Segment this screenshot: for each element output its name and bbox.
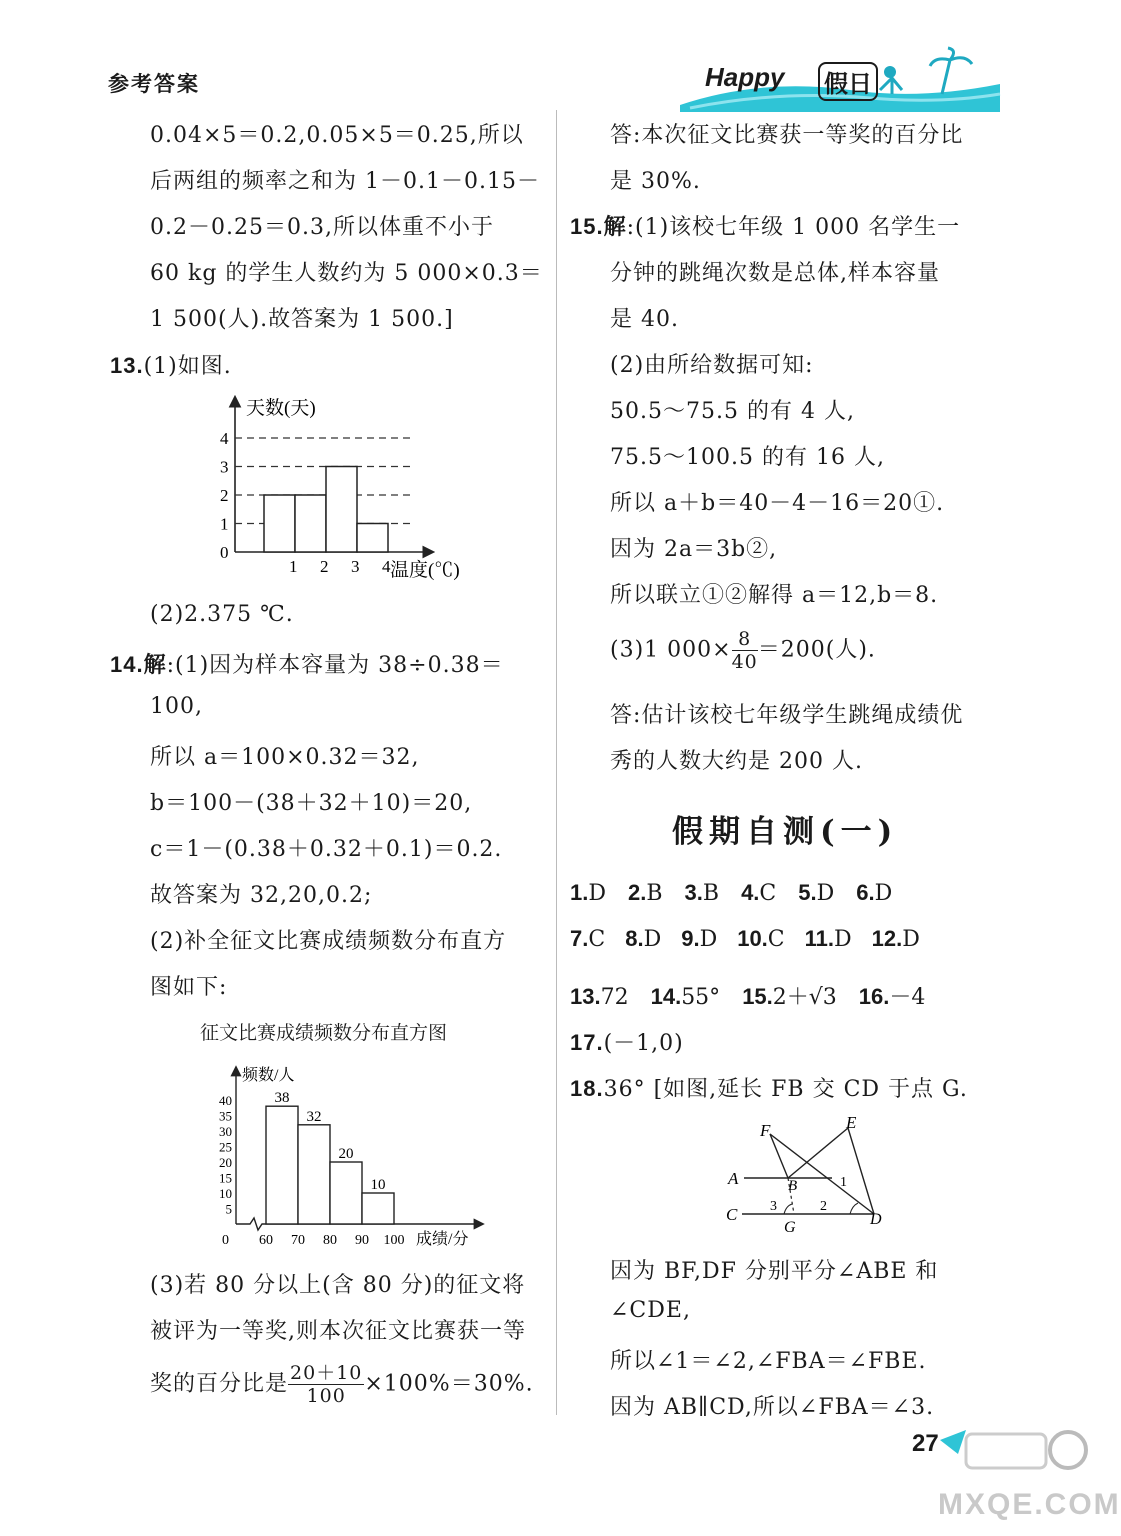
question-number: 14. [650,984,682,1009]
answer-item [628,881,663,906]
y-tick-label: 25 [219,1139,232,1155]
question-number: 3. [684,880,703,905]
watermark-text: MXQE.COM [938,1488,1121,1521]
text-line: 因为 AB∥CD,所以∠FBA＝∠3. [610,1395,935,1420]
text-line: (3)若 80 分以上(含 80 分)的征文将 [150,1273,526,1298]
point-label: A [728,1169,739,1188]
answer-item [685,881,720,906]
histogram-svg [210,1062,500,1252]
answer-value: C [759,881,777,906]
q14-line: :(1)因为样本容量为 38÷0.38＝ [166,653,504,678]
x-axis-label: 成绩/分 [416,1231,469,1248]
histogram-bar [266,1106,298,1224]
text-fragment: ＝200(人). [757,637,876,663]
text-line: (2)补全征文比赛成绩频数分布直方 [150,929,507,954]
y-tick-label: 0 [220,543,229,562]
answer-item [741,881,776,906]
q18 [570,1072,968,1103]
histogram-bar [362,1193,394,1224]
answer-value: D [588,881,606,906]
fraction [288,1362,364,1407]
y-axis-label: 天数(天) [246,398,316,419]
brand-text: Happy [705,62,785,92]
answer-item [805,927,852,952]
q17-answer: (－1,0) [603,1031,684,1056]
question-number: 13. [570,984,601,1009]
question-number: 18. [570,1076,604,1101]
temperature-chart-svg [210,392,480,588]
q15 [570,210,960,241]
y-axis-label: 频数/人 [242,1067,295,1084]
bar [326,467,357,553]
text-line: 1 500(人).故答案为 1 500.] [150,307,454,332]
text-fragment: 奖的百分比是 [150,1371,289,1397]
bar [264,495,295,552]
answer-value: D [816,881,835,906]
answer-value: B [646,881,663,906]
geometry-figure [722,1114,892,1242]
column-divider [556,110,557,1415]
question-number: 6. [856,880,875,905]
y-tick-label: 3 [220,457,229,477]
text-line: (2)由所给数据可知: [610,353,814,378]
text-line: b＝100－(38＋32＋10)＝20, [150,791,473,816]
answer-value: 2＋√3 [772,985,837,1010]
y-tick-label: 40 [219,1093,232,1108]
angle-2-arc [850,1203,858,1214]
answer-value: 55° [681,985,721,1010]
text-line: 0.2－0.25＝0.3,所以体重不小于 [150,215,494,240]
answer-value: D [834,927,852,952]
y-tick-label: 30 [219,1124,232,1139]
x-tick-label: 80 [323,1233,337,1248]
question-number: 5. [798,880,817,905]
solution-label: 解 [143,652,167,678]
x-tick-label: 4 [382,557,391,576]
text-line: 因为 2a＝3b②, [610,537,778,562]
text-line: 图如下: [150,975,228,1000]
question-number: 14. [110,652,144,677]
x-tick-label: 2 [320,557,329,576]
y-tick-label: 0 [222,1233,229,1248]
answer-item [570,985,629,1010]
histogram-bar [330,1162,362,1224]
header-label: 参考答案 [108,71,200,96]
x-tick-label: 1 [289,557,298,576]
answer-value: B [702,881,720,906]
answer-item [737,927,784,952]
bar-value-label: 32 [306,1108,322,1125]
question-number: 16. [858,984,890,1009]
text-line: 所以 a＋b＝40－4－16＝20①. [610,491,945,516]
question-number: 17. [570,1030,604,1055]
question-number: 9. [681,926,700,951]
text-line: 所以 a＝100×0.32＝32, [150,745,420,770]
text-line: 被评为一等奖,则本次征文比赛获一等 [150,1319,526,1344]
mc-answers-row1 [570,880,914,906]
answer-item [625,927,661,952]
x-tick-label: 3 [351,557,360,576]
question-number: 13. [110,353,144,378]
q13-part1: (1)如图. [143,354,232,379]
q14-percent-line [150,1362,534,1407]
bar-value-label: 20 [338,1146,354,1162]
histogram-bar [298,1125,330,1224]
answer-item [872,927,920,952]
y-tick-label: 10 [219,1186,232,1201]
text-line: 50.5～75.5 的有 4 人, [610,399,855,424]
question-number: 10. [737,926,768,951]
angle-3-arc [784,1204,792,1214]
text-line: 答:本次征文比赛获一等奖的百分比 [610,123,964,148]
answer-value: D [699,927,718,952]
point-label: G [784,1219,796,1236]
question-number: 2. [628,880,647,905]
answer-value: D [902,927,920,952]
q17 [570,1026,684,1057]
text-line: 故答案为 32,20,0.2; [150,883,373,908]
histogram [210,1062,500,1256]
text-line: 是 30%. [610,169,701,194]
q14 [110,648,504,679]
page-number: 27 [912,1430,939,1457]
text-line: 因为 BF,DF 分别平分∠ABE 和 [610,1259,939,1284]
text-line: 所以联立①②解得 a＝12,b＝8. [610,583,939,608]
q15-fraction-line [610,628,876,673]
y-tick-label: 5 [225,1201,232,1217]
y-tick-label: 1 [220,514,229,534]
bar-value-label: 10 [370,1177,386,1193]
q15-line: :(1)该校七年级 1 000 名学生一 [626,215,961,240]
answer-item [651,985,721,1010]
question-number: 1. [570,880,589,905]
text-line: 60 kg 的学生人数约为 5 000×0.3＝ [150,261,543,286]
answer-item [856,881,892,906]
y-tick-label: 20 [219,1155,232,1170]
text-line: 后两组的频率之和为 1－0.1－0.15－ [150,169,540,194]
q18-answer: 36° [如图,延长 FB 交 CD 于点 G. [603,1077,968,1102]
text-line: 答:估计该校七年级学生跳绳成绩优 [610,703,964,728]
x-tick-label: 100 [383,1233,405,1248]
answer-item [798,881,834,906]
angle-label: 2 [820,1199,827,1214]
question-number: 11. [804,926,835,951]
line-ed [848,1128,874,1214]
bar-value-label: 38 [274,1090,290,1107]
answer-item [859,985,926,1010]
question-number: 12. [871,926,903,951]
text-fragment: (3)1 000× [610,637,732,663]
answer-value: C [588,927,606,952]
answer-item [570,927,605,952]
fill-answers [570,980,947,1011]
angle-label: 3 [770,1199,777,1214]
angle-label: 1 [840,1175,847,1190]
question-number: 4. [741,880,760,905]
numerator: 8 [732,628,758,651]
text-fragment: ×100%＝30%. [364,1371,534,1397]
solution-label: 解 [603,214,627,240]
x-tick-label: 70 [291,1233,305,1248]
y-tick-label: 4 [220,429,229,448]
section-title: 假期自测(一) [672,814,899,850]
point-label: E [846,1113,857,1132]
x-tick-label: 90 [355,1233,369,1248]
answer-item [681,927,717,952]
numerator: 20＋10 [290,1362,363,1384]
denominator: 40 [731,651,758,673]
text-line: 100, [150,694,203,719]
denominator: 100 [306,1385,346,1407]
point-label: F [760,1121,771,1140]
point-label: B [788,1178,798,1194]
answer-item [742,985,837,1010]
text-line: 0.04×5＝0.2,0.05×5＝0.25,所以 [150,123,524,148]
bar [357,524,388,553]
answer-value: －4 [889,985,926,1010]
answer-value: C [767,927,785,952]
text-line: c＝1－(0.38＋0.32＋0.1)＝0.2. [150,837,503,862]
question-number: 8. [625,926,644,951]
point-label: D [870,1211,882,1228]
fraction [732,628,758,673]
question-number: 7. [570,926,589,951]
text-line: ∠CDE, [610,1298,691,1323]
answer-value: D [643,927,662,952]
y-tick-label: 2 [220,486,229,505]
q13-part2: (2)2.375 ℃. [150,602,294,627]
temperature-chart [210,392,480,592]
text-line: 秀的人数大约是 200 人. [610,749,863,774]
question-number: 15. [742,984,773,1009]
text-line: 分钟的跳绳次数是总体,样本容量 [610,261,940,286]
brand-cn: 假日 [818,62,878,101]
answer-value: 72 [600,985,629,1010]
x-axis-label: 温度(℃) [390,560,460,581]
x-tick-label: 60 [259,1233,273,1248]
geometry-svg [722,1114,892,1238]
answer-value: D [874,881,893,906]
histogram-title: 征文比赛成绩频数分布直方图 [200,1022,448,1044]
text-line: 是 40. [610,307,679,332]
text-line: 75.5～100.5 的有 16 人, [610,445,885,470]
point-label: C [726,1205,738,1224]
text-line: 所以∠1＝∠2,∠FBA＝∠FBE. [610,1349,927,1374]
bar [295,495,326,552]
q13 [110,349,232,380]
answer-item [570,881,606,906]
mc-answers-row2 [570,926,940,952]
y-tick-label: 35 [219,1108,232,1124]
y-tick-label: 15 [219,1170,232,1186]
question-number: 15. [570,214,604,239]
